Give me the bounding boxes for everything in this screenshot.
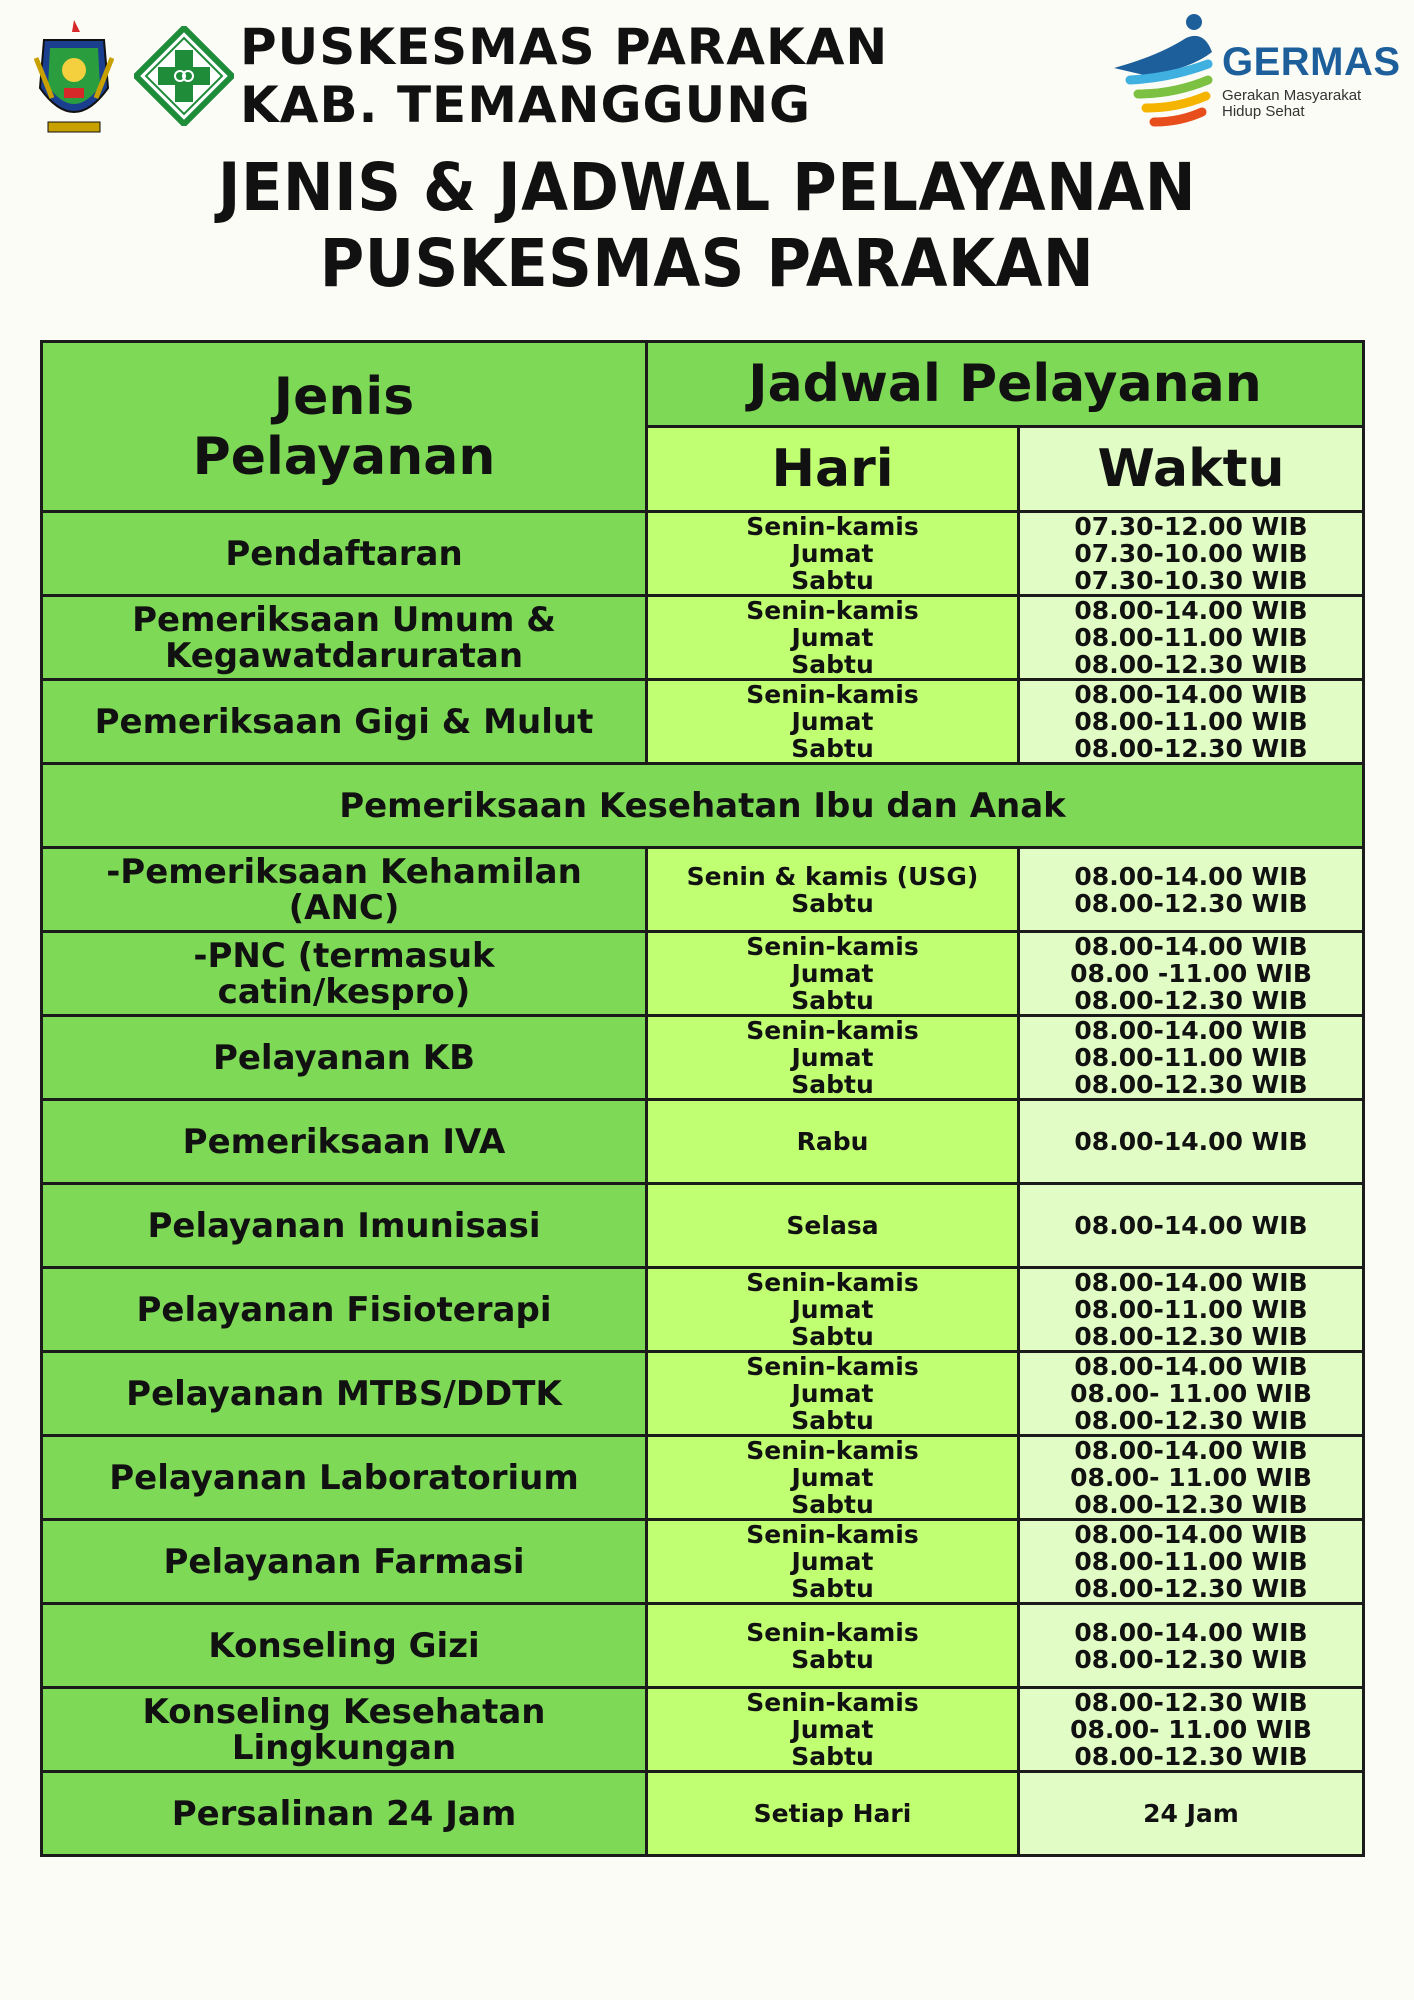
table-row [42, 1184, 1364, 1268]
day-line: Setiap Hari [753, 1799, 912, 1828]
day-line: Sabtu [791, 1574, 874, 1603]
service-name: Pelayanan Fisioterapi [42, 1268, 647, 1352]
day-line: Sabtu [791, 986, 874, 1015]
day-line: Jumat [791, 1547, 874, 1576]
time-line: 08.00-12.30 WIB [1074, 888, 1308, 918]
day-line: Senin-kamis [746, 1436, 919, 1465]
time-line: 08.00-14.00 WIB [1074, 1127, 1308, 1156]
service-times [1019, 1100, 1364, 1184]
day-line: Jumat [791, 1463, 874, 1492]
time-line: 08.00-12.30 WIB [1074, 1406, 1308, 1435]
day-line: Jumat [791, 1379, 874, 1408]
time-line: 08.00 -11.00 WIB [1070, 959, 1312, 988]
section-row [42, 764, 1364, 848]
time-line: 08.00-14.00 WIB [1074, 596, 1308, 625]
service-name: Pemeriksaan IVA [42, 1100, 647, 1184]
day-line: Senin-kamis [746, 1520, 919, 1549]
table-row [42, 1352, 1364, 1436]
service-days [647, 1184, 1019, 1268]
service-times [1019, 1520, 1364, 1604]
service-days [647, 680, 1019, 764]
service-times [1019, 1016, 1364, 1100]
table-row [42, 1016, 1364, 1100]
service-days [647, 1016, 1019, 1100]
service-name: -Pemeriksaan Kehamilan (ANC) [42, 848, 647, 932]
day-line: Jumat [791, 1043, 874, 1072]
service-name: Pemeriksaan Umum & Kegawatdaruratan [42, 596, 647, 680]
org-line-1: PUSKESMAS PARAKAN [240, 18, 889, 76]
table-row [42, 512, 1364, 596]
day-line: Selasa [786, 1211, 879, 1240]
service-name: Pelayanan Laboratorium [42, 1436, 647, 1520]
day-line: Sabtu [791, 1490, 874, 1519]
time-line: 08.00-11.00 WIB [1074, 1295, 1308, 1324]
day-line: Jumat [791, 707, 874, 736]
header-jadwal-pelayanan: Jadwal Pelayanan [647, 342, 1364, 427]
table-row [42, 848, 1364, 932]
title-line-2: PUSKESMAS PARAKAN [319, 225, 1095, 302]
service-times [1019, 932, 1364, 1016]
service-name: Pelayanan Farmasi [42, 1520, 647, 1604]
day-line: Senin-kamis [746, 932, 919, 961]
table-row [42, 1268, 1364, 1352]
header-waktu: Waktu [1019, 427, 1364, 512]
time-line: 08.00-14.00 WIB [1074, 1016, 1308, 1045]
org-line-2: KAB. TEMANGGUNG [240, 76, 812, 134]
time-line: 08.00-14.00 WIB [1074, 1520, 1308, 1549]
day-line: Sabtu [791, 650, 874, 679]
service-days [647, 1772, 1019, 1856]
service-name: Pendaftaran [42, 512, 647, 596]
time-line: 08.00-11.00 WIB [1074, 623, 1308, 652]
schedule-body [42, 512, 1364, 1856]
day-line: Jumat [791, 959, 874, 988]
time-line: 08.00-12.30 WIB [1074, 1490, 1308, 1519]
service-times [1019, 680, 1364, 764]
service-times [1019, 1772, 1364, 1856]
header [0, 0, 1414, 330]
time-line: 07.30-10.00 WIB [1074, 539, 1308, 568]
day-line: Senin-kamis [746, 1268, 919, 1297]
day-line: Jumat [791, 623, 874, 652]
time-line: 08.00-11.00 WIB [1074, 1043, 1308, 1072]
service-days [647, 512, 1019, 596]
time-line: 08.00-12.30 WIB [1074, 1688, 1308, 1717]
time-line: 24 Jam [1143, 1799, 1239, 1828]
service-days [647, 1100, 1019, 1184]
table-row [42, 1100, 1364, 1184]
service-days [647, 1688, 1019, 1772]
time-line: 08.00-12.30 WIB [1074, 1574, 1308, 1603]
service-times [1019, 848, 1364, 932]
day-line: Sabtu [791, 566, 874, 595]
header-hari: Hari [647, 427, 1019, 512]
day-line: Jumat [791, 539, 874, 568]
service-name: Pelayanan MTBS/DDTK [42, 1352, 647, 1436]
table-row [42, 1436, 1364, 1520]
time-line: 07.30-10.30 WIB [1074, 566, 1308, 595]
day-line: Sabtu [791, 1644, 874, 1674]
day-line: Sabtu [791, 1406, 874, 1435]
day-line: Senin & kamis (USG) [686, 861, 979, 891]
day-line: Senin-kamis [746, 1617, 919, 1647]
table-row [42, 1772, 1364, 1856]
time-line: 08.00- 11.00 WIB [1070, 1463, 1312, 1492]
time-line: 07.30-12.00 WIB [1074, 512, 1308, 541]
service-times [1019, 1184, 1364, 1268]
table-row [42, 596, 1364, 680]
service-times [1019, 512, 1364, 596]
table-row [42, 932, 1364, 1016]
service-name: Persalinan 24 Jam [42, 1772, 647, 1856]
service-name: Konseling Gizi [42, 1604, 647, 1688]
time-line: 08.00-14.00 WIB [1074, 932, 1308, 961]
time-line: 08.00-14.00 WIB [1074, 1352, 1308, 1381]
organization-name [240, 18, 888, 134]
time-line: 08.00-12.30 WIB [1074, 1070, 1308, 1099]
time-line: 08.00- 11.00 WIB [1070, 1379, 1312, 1408]
time-line: 08.00-14.00 WIB [1074, 1211, 1308, 1240]
service-times [1019, 1436, 1364, 1520]
time-line: 08.00-11.00 WIB [1074, 707, 1308, 736]
day-line: Jumat [791, 1295, 874, 1324]
table-row [42, 1520, 1364, 1604]
service-times [1019, 1688, 1364, 1772]
time-line: 08.00-12.30 WIB [1074, 986, 1308, 1015]
time-line: 08.00-12.30 WIB [1074, 1742, 1308, 1771]
service-times [1019, 596, 1364, 680]
service-days [647, 848, 1019, 932]
day-line: Rabu [796, 1127, 869, 1156]
day-line: Senin-kamis [746, 680, 919, 709]
service-days [647, 1604, 1019, 1688]
day-line: Sabtu [791, 1742, 874, 1771]
germas-tagline-2: Hidup Sehat [1222, 103, 1305, 120]
header-jenis-pelayanan: Jenis Pelayanan [42, 342, 647, 512]
time-line: 08.00-14.00 WIB [1074, 861, 1308, 891]
time-line: 08.00-14.00 WIB [1074, 1436, 1308, 1465]
day-line: Senin-kamis [746, 596, 919, 625]
day-line: Sabtu [791, 888, 874, 918]
time-line: 08.00-12.30 WIB [1074, 1322, 1308, 1351]
day-line: Sabtu [791, 1070, 874, 1099]
page-title [57, 150, 1358, 302]
day-line: Jumat [791, 1715, 874, 1744]
time-line: 08.00-14.00 WIB [1074, 1617, 1308, 1647]
service-days [647, 1436, 1019, 1520]
service-days [647, 932, 1019, 1016]
schedule-table [40, 340, 1365, 1857]
day-line: Sabtu [791, 1322, 874, 1351]
day-line: Senin-kamis [746, 1016, 919, 1045]
time-line: 08.00- 11.00 WIB [1070, 1715, 1312, 1744]
time-line: 08.00-12.30 WIB [1074, 1644, 1308, 1674]
day-line: Senin-kamis [746, 512, 919, 541]
day-line: Senin-kamis [746, 1688, 919, 1717]
table-row [42, 680, 1364, 764]
service-days [647, 1520, 1019, 1604]
service-times [1019, 1604, 1364, 1688]
time-line: 08.00-14.00 WIB [1074, 680, 1308, 709]
puskesmas-cross-icon [134, 26, 234, 126]
table-row [42, 1688, 1364, 1772]
service-days [647, 596, 1019, 680]
service-name: Pelayanan KB [42, 1016, 647, 1100]
service-name: Pemeriksaan Gigi & Mulut [42, 680, 647, 764]
time-line: 08.00-12.30 WIB [1074, 734, 1308, 763]
title-line-1: JENIS & JADWAL PELAYANAN [217, 149, 1197, 226]
service-name: Pelayanan Imunisasi [42, 1184, 647, 1268]
service-days [647, 1352, 1019, 1436]
service-name: -PNC (termasuk catin/kespro) [42, 932, 647, 1016]
germas-tagline [1222, 88, 1361, 120]
day-line: Senin-kamis [746, 1352, 919, 1381]
time-line: 08.00-11.00 WIB [1074, 1547, 1308, 1576]
day-line: Sabtu [791, 734, 874, 763]
service-name: Konseling Kesehatan Lingkungan [42, 1688, 647, 1772]
table-row [42, 1604, 1364, 1688]
germas-name: GERMAS [1222, 40, 1401, 84]
section-ibu-anak: Pemeriksaan Kesehatan Ibu dan Anak [42, 764, 1364, 848]
regency-crest-icon [34, 18, 114, 136]
time-line: 08.00-14.00 WIB [1074, 1268, 1308, 1297]
service-times [1019, 1352, 1364, 1436]
germas-tagline-1: Gerakan Masyarakat [1222, 87, 1362, 104]
service-days [647, 1268, 1019, 1352]
time-line: 08.00-12.30 WIB [1074, 650, 1308, 679]
service-times [1019, 1268, 1364, 1352]
